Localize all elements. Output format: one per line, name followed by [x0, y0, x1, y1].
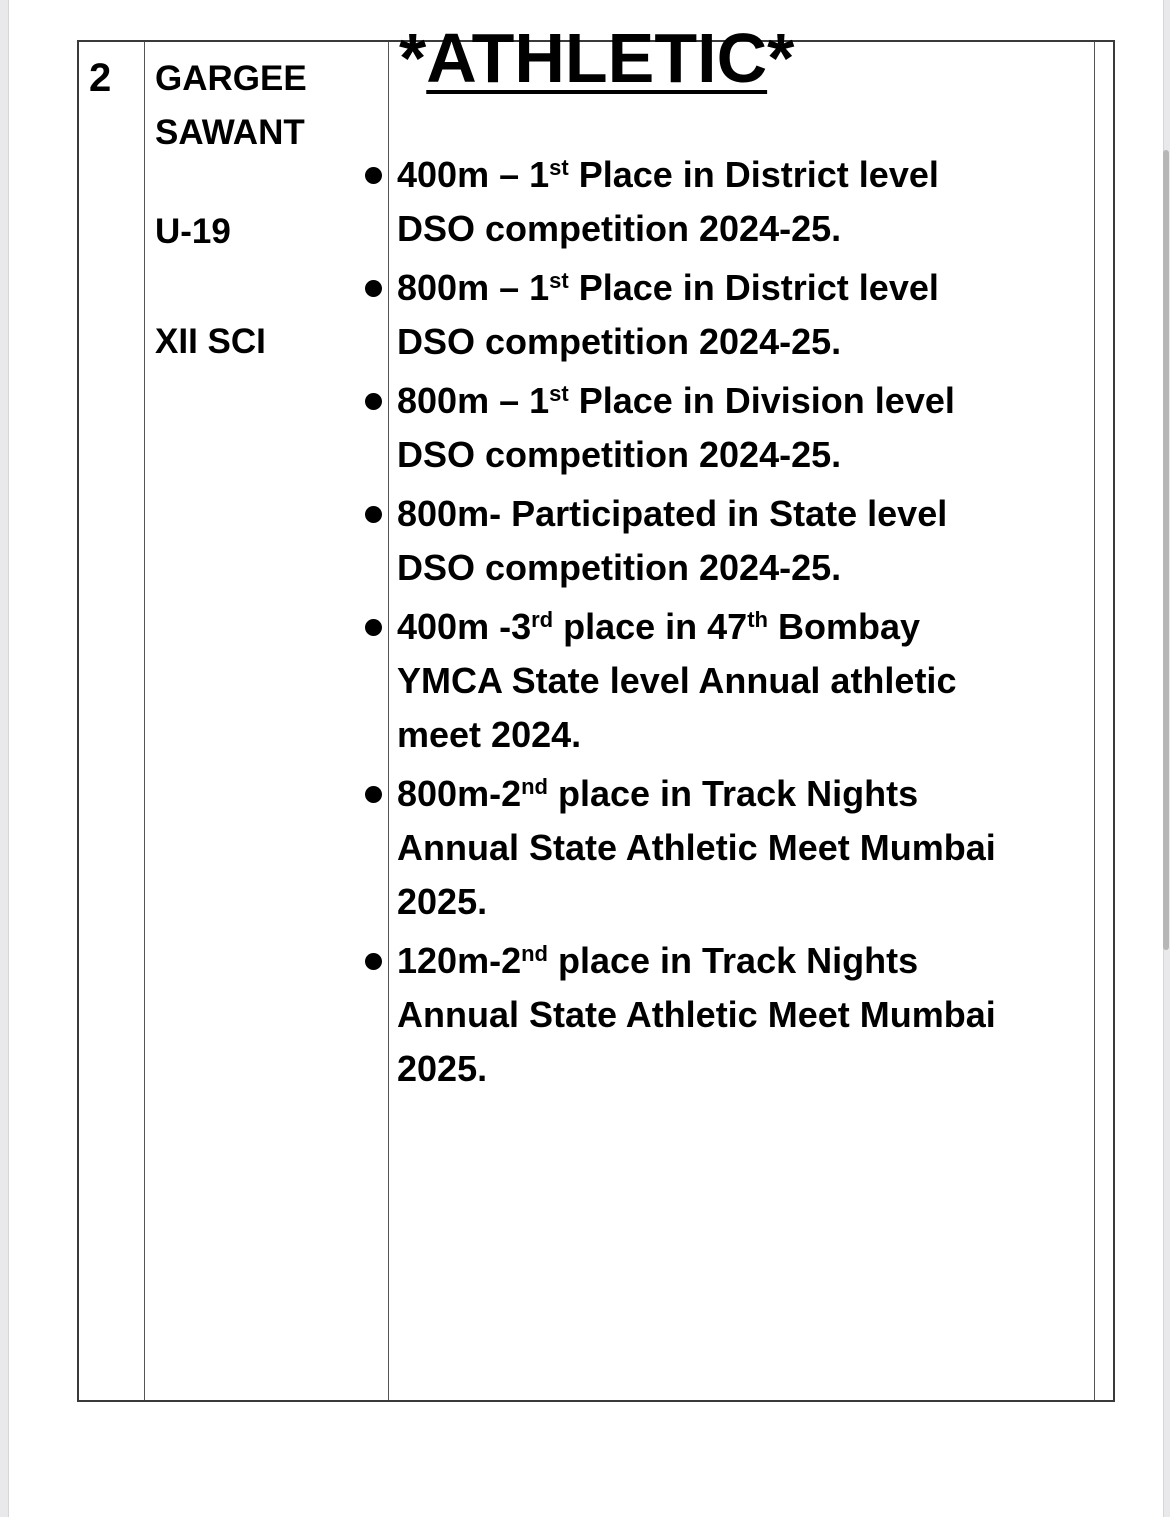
achievement-item: [359, 148, 1019, 256]
achievement-text: place in Track Nights Annual State Athletic Meet Mumbai 2025.: [397, 773, 996, 922]
serial-number: 2: [89, 56, 112, 100]
bullet-icon: [365, 786, 382, 803]
scrollbar[interactable]: [1163, 150, 1169, 950]
ordinal-suffix: nd: [521, 774, 548, 799]
section-title: [399, 18, 794, 98]
student-name: [155, 52, 307, 160]
student-name-line1: GARGEE: [155, 59, 307, 98]
column-divider: [1094, 42, 1095, 1400]
achievement-list: [359, 148, 1019, 1101]
ordinal-suffix: rd: [531, 607, 554, 632]
achievement-item: [359, 261, 1019, 369]
achievement-item: [359, 487, 1019, 595]
ordinal-suffix: st: [549, 268, 569, 293]
column-divider: [144, 42, 145, 1400]
title-word: ATHLETIC: [426, 19, 768, 97]
achievement-text: place in 47: [553, 606, 748, 647]
document-page: [8, 0, 1164, 1517]
achievement-text: Place in District level DSO competition 2024-25.: [397, 154, 939, 249]
achievement-text: 400m – 1: [397, 154, 550, 195]
bullet-icon: [365, 619, 382, 636]
achievement-item: [359, 600, 1019, 762]
bullet-icon: [365, 280, 382, 297]
bullet-icon: [365, 167, 382, 184]
ordinal-suffix: st: [549, 155, 569, 180]
student-class: XII SCI: [155, 322, 266, 361]
achievement-text: 800m- Participated in State level DSO competition 2024-25.: [397, 493, 948, 588]
achievement-text: Place in District level DSO competition 2024-25.: [397, 267, 939, 362]
title-prefix: *: [399, 19, 427, 97]
achievement-item: [359, 934, 1019, 1096]
bullet-icon: [365, 953, 382, 970]
title-suffix: *: [767, 19, 795, 97]
achievement-text: Place in Division level DSO competition 2024-25.: [397, 380, 955, 475]
achievement-text: Bombay YMCA State level Annual athletic meet 2024.: [397, 606, 957, 755]
achievement-text: place in Track Nights Annual State Athletic Meet Mumbai 2025.: [397, 940, 996, 1089]
achievement-item: [359, 374, 1019, 482]
achievement-text: 120m-2: [397, 940, 522, 981]
ordinal-suffix: st: [549, 381, 569, 406]
achievement-text: 400m -3: [397, 606, 532, 647]
ordinal-suffix: nd: [521, 941, 548, 966]
ordinal-suffix: th: [747, 607, 768, 632]
age-group: U-19: [155, 212, 231, 251]
achievement-text: 800m-2: [397, 773, 522, 814]
student-name-line2: SAWANT: [155, 113, 305, 152]
bullet-icon: [365, 393, 382, 410]
bullet-icon: [365, 506, 382, 523]
achievement-item: [359, 767, 1019, 929]
achievement-text: 800m – 1: [397, 267, 550, 308]
achievement-text: 800m – 1: [397, 380, 550, 421]
